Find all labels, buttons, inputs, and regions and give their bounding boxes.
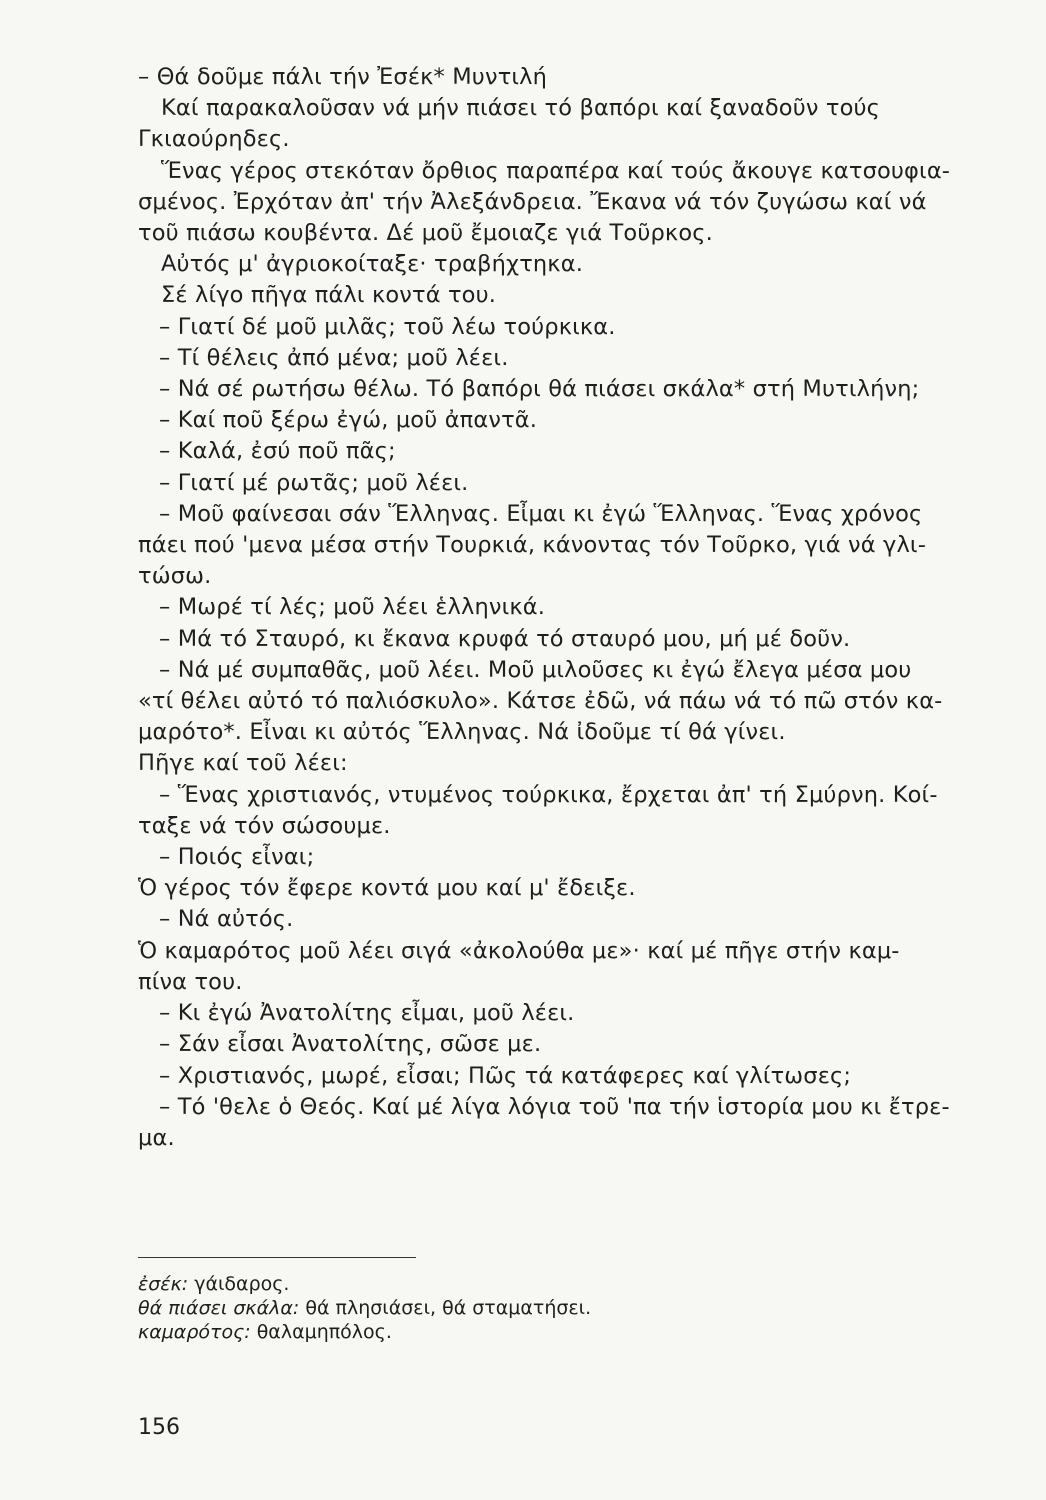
text-line: τώσω. (138, 563, 212, 590)
footnote-divider (138, 1257, 416, 1258)
text-line: – Μά τό Σταυρό, κι ἔκανα κρυφά τό σταυρό μου, μή μέ δοῦν. (159, 625, 851, 652)
body-text (138, 62, 1000, 1154)
text-line: – Νά μέ συμπαθᾶς, μοῦ λέει. Μοῦ μιλοῦσες κι ἐγώ ἔλεγα μέσα μου (159, 656, 912, 683)
text-line: – Σάν εἶσαι Ἀνατολίτης, σῶσε με. (159, 1031, 542, 1058)
text-line: ταξε νά τόν σώσουμε. (138, 812, 391, 839)
text-line: – Καί ποῦ ξέρω ἐγώ, μοῦ ἀπαντᾶ. (159, 407, 538, 434)
text-line: – Τί θέλεις ἀπό μένα; μοῦ λέει. (159, 344, 509, 371)
text-line: – Γιατί μέ ρωτᾶς; μοῦ λέει. (159, 469, 469, 496)
text-line: Ὁ γέρος τόν ἔφερε κοντά μου καί μ' ἔδειξε. (138, 875, 636, 902)
footnote-definition: γάιδαρος. (194, 1273, 290, 1295)
footnote-definition: θά πλησιάσει, θά σταματήσει. (305, 1297, 592, 1319)
footnotes (138, 1272, 838, 1344)
text-line: Πῆγε καί τοῦ λέει: (138, 750, 348, 777)
text-line: Καί παρακαλοῦσαν νά μήν πιάσει τό βαπόρι καί ξαναδοῦν τούς (161, 95, 881, 122)
text-line: μα. (138, 1124, 175, 1151)
text-line: – Τό 'θελε ὁ Θεός. Καί μέ λίγα λόγια τοῦ 'πα τήν ἱστορία μου κι ἔτρε- (159, 1093, 950, 1120)
footnote (138, 1320, 838, 1344)
text-line: – Νά σέ ρωτήσω θέλω. Τό βαπόρι θά πιάσει σκάλα* στή Μυτιλήνη; (159, 376, 920, 403)
text-line: – Μοῦ φαίνεσαι σάν Ἕλληνας. Εἶμαι κι ἐγώ Ἕλληνας. Ἕνας χρόνος (159, 500, 923, 527)
footnote (138, 1272, 838, 1296)
text-line: τοῦ πιάσω κουβέντα. Δέ μοῦ ἔμοιαζε γιά Τοῦρκος. (138, 220, 713, 247)
text-line: Ἕνας γέρος στεκόταν ὄρθιος παραπέρα καί τούς ἄκουγε κατσουφια- (161, 157, 951, 184)
text-line: – Μωρέ τί λές; μοῦ λέει ἑλληνικά. (159, 594, 546, 621)
text-line: «τί θέλει αὐτό τό παλιόσκυλο». Κάτσε ἐδῶ, νά πάω νά τό πῶ στόν κα- (138, 688, 943, 715)
text-line: – Καλά, ἐσύ ποῦ πᾶς; (159, 438, 396, 465)
text-line: – Κι ἐγώ Ἀνατολίτης εἶμαι, μοῦ λέει. (159, 1000, 575, 1027)
text-line: Αὐτός μ' ἀγριοκοίταξε· τραβήχτηκα. (161, 251, 583, 278)
text-line: – Χριστιανός, μωρέ, εἶσαι; Πῶς τά κατάφερες καί γλίτωσες; (159, 1062, 852, 1089)
text-line: – Θά δοῦμε πάλι τήν Ἐσέκ* Μυντιλή (138, 64, 548, 90)
text-line: – Νά αὐτός. (159, 906, 294, 933)
text-line: πίνα του. (138, 968, 243, 995)
footnote-term: θά πιάσει σκάλα: (138, 1297, 300, 1319)
footnote-definition: θαλαμηπόλος. (256, 1321, 392, 1343)
text-line: πάει πού 'μενα μέσα στήν Τουρκιά, κάνοντας τόν Τοῦρκο, γιά νά γλι- (138, 532, 926, 559)
text-line: – Ἕνας χριστιανός, ντυμένος τούρκικα, ἔρχεται ἀπ' τή Σμύρνη. Κοί- (159, 781, 938, 808)
footnote (138, 1296, 838, 1320)
text-line: Ὁ καμαρότος μοῦ λέει σιγά «ἀκολούθα με»· καί μέ πῆγε στήν καμ- (138, 937, 900, 964)
text-line: σμένος. Ἐρχόταν ἀπ' τήν Ἀλεξάνδρεια. Ἔκανα νά τόν ζυγώσω καί νά (138, 188, 927, 215)
text-line: Γκιαούρηδες. (138, 126, 290, 153)
footnote-term: ἐσέκ: (138, 1273, 189, 1295)
text-line: Σέ λίγο πῆγα πάλι κοντά του. (161, 282, 497, 309)
text-line: – Ποιός εἶναι; (159, 844, 315, 871)
footnote-term: καμαρότος: (138, 1321, 251, 1343)
text-line: – Γιατί δέ μοῦ μιλᾶς; τοῦ λέω τούρκικα. (159, 313, 616, 340)
page-number: 156 (138, 1415, 180, 1440)
text-line: μαρότο*. Εἶναι κι αὐτός Ἕλληνας. Νά ἰδοῦμε τί θά γίνει. (138, 719, 786, 746)
